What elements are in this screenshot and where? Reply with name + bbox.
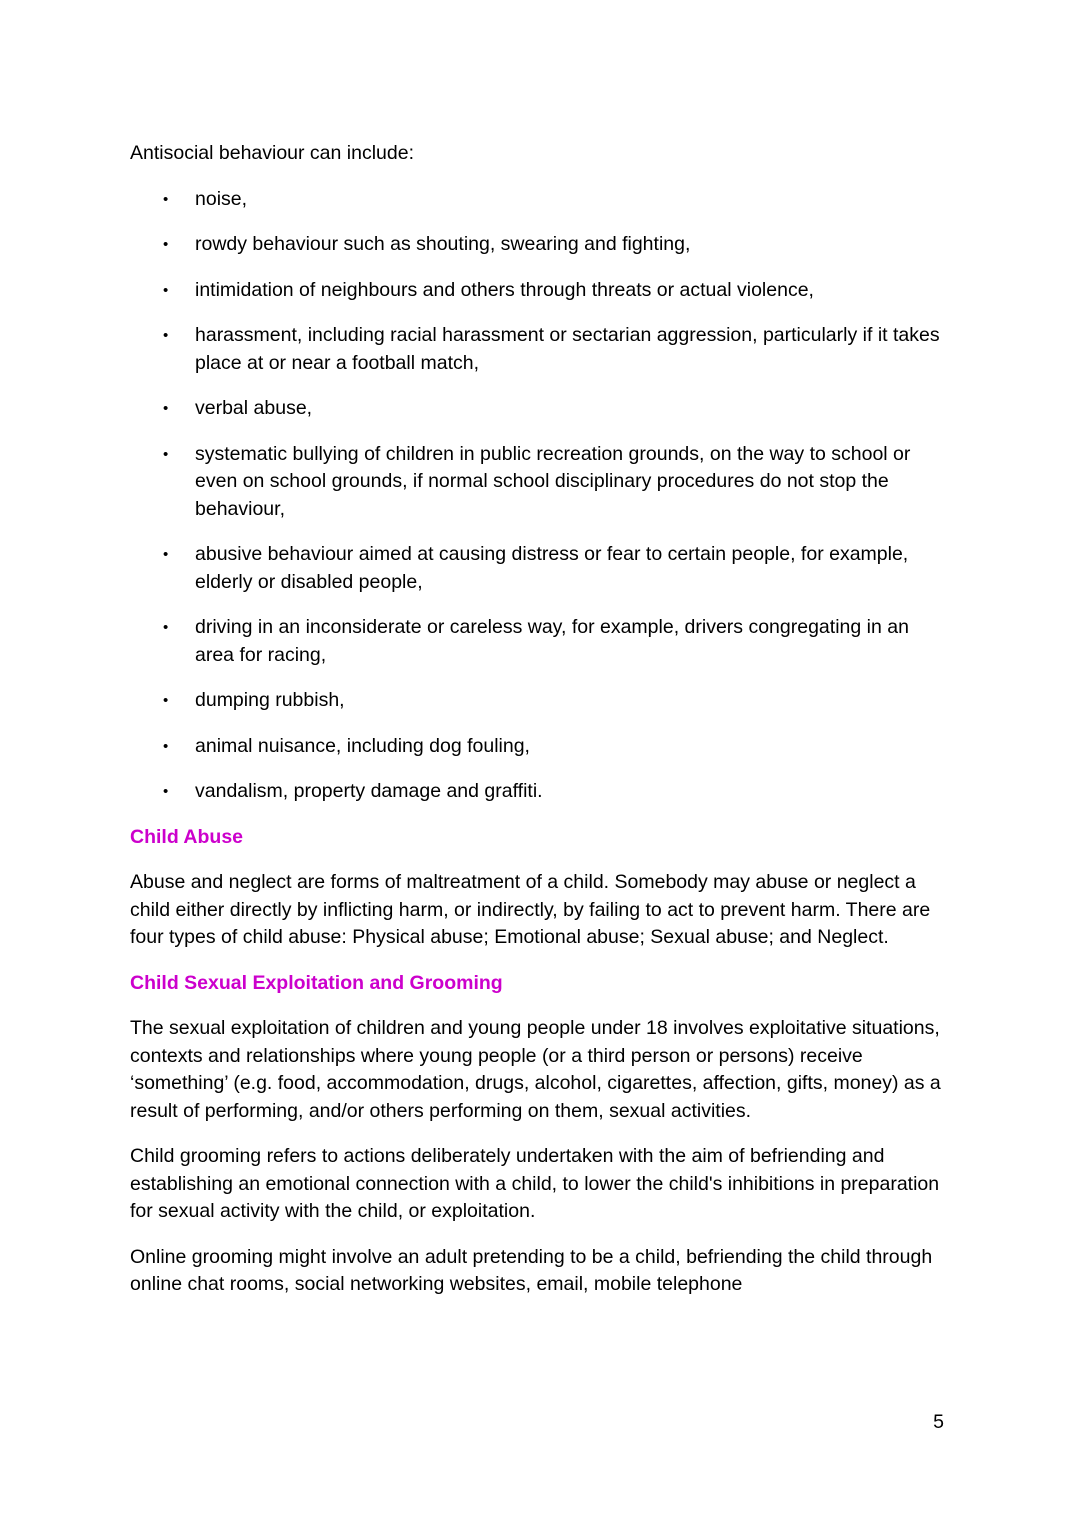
list-item xyxy=(130,277,945,305)
list-item xyxy=(130,231,945,259)
bullet-icon: • xyxy=(163,445,169,463)
intro-text: Antisocial behaviour can include: xyxy=(130,142,415,164)
bullet-icon: • xyxy=(163,236,169,253)
bullet-icon: • xyxy=(163,281,169,299)
list-item xyxy=(130,687,945,715)
list-item-text: systematic bullying of children in public recreation grounds, on the way to school or even on school grounds, if normal school disciplinary procedures do not stop the behaviour, xyxy=(195,442,911,520)
list-item xyxy=(130,778,945,806)
antisocial-behaviour-list xyxy=(130,186,945,806)
paragraph: The sexual exploitation of children and young people under 18 involves exploitative situations, contexts and relationships where young people (or a third person or persons) receive ‘something’ (e.g. food, accommodation, drugs, alcohol, cigarettes, affection, gifts, money) as a result of performing, and/or others performing on them, sexual activities. xyxy=(130,1017,941,1122)
bullet-icon: • xyxy=(163,737,169,755)
list-item-text: noise, xyxy=(195,187,248,210)
section-heading-child-sexual-exploitation: Child Sexual Exploitation and Grooming xyxy=(130,971,503,994)
bullet-icon: • xyxy=(163,619,169,636)
bullet-icon: • xyxy=(163,783,169,800)
list-item-text: dumping rubbish, xyxy=(195,689,345,711)
list-item xyxy=(130,322,945,377)
document-page xyxy=(130,140,945,1317)
section-heading-child-abuse: Child Abuse xyxy=(130,825,244,848)
list-item-text: animal nuisance, including dog fouling, xyxy=(195,734,530,757)
bullet-icon: • xyxy=(163,400,169,417)
list-item xyxy=(130,186,945,214)
list-item-text: rowdy behaviour such as shouting, swearing and fighting, xyxy=(195,233,691,255)
page-number: 5 xyxy=(933,1411,944,1433)
list-item xyxy=(130,441,945,524)
paragraph: Online grooming might involve an adult pretending to be a child, befriending the child through online chat rooms, social networking websites, email, mobile telephone xyxy=(130,1245,933,1295)
paragraph: Child grooming refers to actions deliberately undertaken with the aim of befriending and establishing an emotional connection with a child, to lower the child's inhibitions in preparation for sexual activity with the child, or exploitation. xyxy=(130,1145,940,1222)
list-item xyxy=(130,733,945,761)
list-item xyxy=(130,614,945,669)
list-item-text: harassment, including racial harassment or sectarian aggression, particularly if it takes place at or near a football match, xyxy=(195,324,940,374)
list-item-text: abusive behaviour aimed at causing distress or fear to certain people, for example, elderly or disabled people, xyxy=(195,543,909,593)
bullet-icon: • xyxy=(163,546,169,563)
bullet-icon: • xyxy=(163,190,169,208)
bullet-icon: • xyxy=(163,327,169,344)
bullet-icon: • xyxy=(163,692,169,709)
list-item xyxy=(130,395,945,423)
list-item-text: driving in an inconsiderate or careless way, for example, drivers congregating in an area for racing, xyxy=(195,616,909,666)
list-item-text: vandalism, property damage and graffiti. xyxy=(195,780,543,802)
list-item xyxy=(130,541,945,596)
list-item-text: verbal abuse, xyxy=(195,397,313,419)
paragraph: Abuse and neglect are forms of maltreatment of a child. Somebody may abuse or neglect a child either directly by inflicting harm, or indirectly, by failing to act to prevent harm. There are four types of child abuse: Physical abuse; Emotional abuse; Sexual abuse; and Neglect. xyxy=(130,871,931,948)
list-item-text: intimidation of neighbours and others through threats or actual violence, xyxy=(195,278,814,301)
